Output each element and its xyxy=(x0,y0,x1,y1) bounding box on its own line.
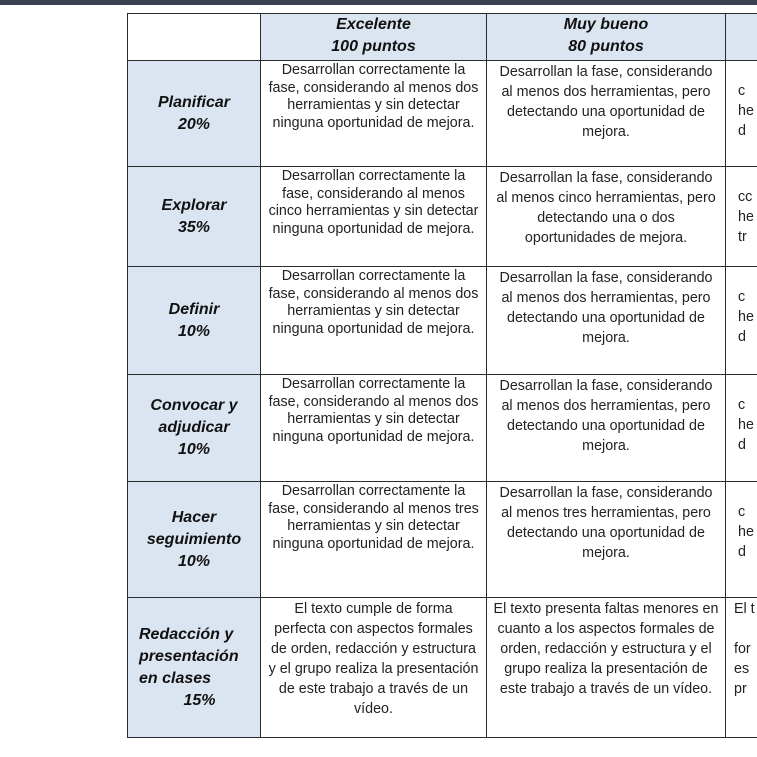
partial-text: d xyxy=(738,123,746,139)
criterion-weight: 20% xyxy=(177,115,211,133)
descriptor-excelente: Desarrollan correctamente la fase, considerando al menos cinco herramientas y sin detectar ninguna oportunidad de mejora. xyxy=(261,167,487,267)
window-top-bar xyxy=(0,0,757,5)
descriptor-muy-bueno: Desarrollan la fase, considerando al menos dos herramientas, pero detectando una oportunidad de mejora. xyxy=(487,375,726,482)
descriptor-muy-bueno: Desarrollan la fase, considerando al menos dos herramientas, pero detectando una oportunidad de mejora. xyxy=(487,267,726,375)
criterion-name: Convocar y xyxy=(150,397,238,414)
criterion-cell xyxy=(128,598,261,738)
descriptor-muy-bueno: Desarrollan la fase, considerando al menos cinco herramientas, pero detectando una o dos oportunidades de mejora. xyxy=(487,167,726,267)
level-name: Muy bueno xyxy=(563,16,649,33)
partial-text: c xyxy=(738,83,746,99)
criterion-weight: 15% xyxy=(183,691,216,709)
criterion-name: Planificar xyxy=(157,93,231,111)
criterion-cell xyxy=(128,375,261,482)
partial-text: he xyxy=(738,309,754,325)
level-name: Excelente xyxy=(336,16,411,33)
criterion-weight: 10% xyxy=(177,322,211,340)
partial-text: he xyxy=(738,417,754,433)
descriptor-excelente: Desarrollan correctamente la fase, considerando al menos dos herramientas y sin detectar ninguna oportunidad de mejora. xyxy=(261,267,487,375)
partial-text: tr xyxy=(738,229,747,245)
descriptor-excelente: El texto cumple de forma perfecta con aspectos formales de orden, redacción y estructura y el grupo realiza la presentación de este trabajo a través de un vídeo. xyxy=(261,598,487,738)
partial-text: es xyxy=(734,661,750,677)
criterion-name-line2: adjudicar xyxy=(158,419,230,436)
header-row xyxy=(128,14,757,61)
descriptor-cut-off xyxy=(726,167,757,267)
table-row xyxy=(128,375,757,482)
partial-text: d xyxy=(738,437,746,453)
criterion-weight: 10% xyxy=(177,441,211,458)
partial-text: El t xyxy=(734,601,755,617)
table-row xyxy=(128,61,757,167)
descriptor-cut-off xyxy=(726,267,757,375)
level-points: 80 puntos xyxy=(568,38,644,55)
criterion-name: Explorar xyxy=(161,196,227,214)
descriptor-cut-off xyxy=(726,61,757,167)
table-row xyxy=(128,598,757,738)
criterion-name: Redacción y xyxy=(139,625,234,643)
partial-text: for xyxy=(734,641,751,657)
partial-text: d xyxy=(738,329,746,345)
level-points: 100 puntos xyxy=(331,38,416,55)
descriptor-muy-bueno: Desarrollan la fase, considerando al menos tres herramientas, pero detectando una oportunidad de mejora. xyxy=(487,482,726,598)
header-corner-cell xyxy=(128,14,261,61)
criterion-name: Definir xyxy=(168,300,220,318)
partial-text: c xyxy=(738,397,746,413)
descriptor-cut-off xyxy=(726,375,757,482)
partial-text: he xyxy=(738,103,754,119)
criterion-weight: 35% xyxy=(177,218,211,236)
level-header-muy-bueno xyxy=(487,14,726,61)
rubric-table xyxy=(127,13,757,738)
partial-text xyxy=(734,619,757,639)
table-row xyxy=(128,482,757,598)
level-header-excelente xyxy=(261,14,487,61)
criterion-weight: 10% xyxy=(177,552,211,570)
table-row xyxy=(128,267,757,375)
partial-text: d xyxy=(738,544,746,560)
partial-text: pr xyxy=(734,681,747,697)
criterion-cell xyxy=(128,267,261,375)
partial-text: he xyxy=(738,209,754,225)
criterion-cell xyxy=(128,482,261,598)
partial-text: cc xyxy=(738,189,753,205)
descriptor-cut-off xyxy=(726,482,757,598)
descriptor-excelente: Desarrollan correctamente la fase, considerando al menos tres herramientas y sin detectar ninguna oportunidad de mejora. xyxy=(261,482,487,598)
partial-text: c xyxy=(738,504,746,520)
table-row xyxy=(128,167,757,267)
descriptor-excelente: Desarrollan correctamente la fase, considerando al menos dos herramientas y sin detectar ninguna oportunidad de mejora. xyxy=(261,375,487,482)
criterion-name-line2: seguimiento xyxy=(146,530,242,548)
descriptor-muy-bueno: Desarrollan la fase, considerando al menos dos herramientas, pero detectando una oportunidad de mejora. xyxy=(487,61,726,167)
criterion-name-line3: en clases xyxy=(139,669,212,687)
partial-text: c xyxy=(738,289,746,305)
criterion-cell xyxy=(128,167,261,267)
descriptor-excelente: Desarrollan correctamente la fase, considerando al menos dos herramientas y sin detectar ninguna oportunidad de mejora. xyxy=(261,61,487,167)
level-header-cut-off xyxy=(726,14,757,61)
descriptor-muy-bueno: El texto presenta faltas menores en cuanto a los aspectos formales de orden, redacción y estructura y el grupo realiza la presentación de este trabajo a través de un vídeo. xyxy=(487,598,726,738)
descriptor-cut-off xyxy=(726,598,757,738)
criterion-name-line2: presentación xyxy=(139,647,239,665)
partial-text: he xyxy=(738,524,754,540)
criterion-cell xyxy=(128,61,261,167)
criterion-name: Hacer xyxy=(171,508,217,526)
